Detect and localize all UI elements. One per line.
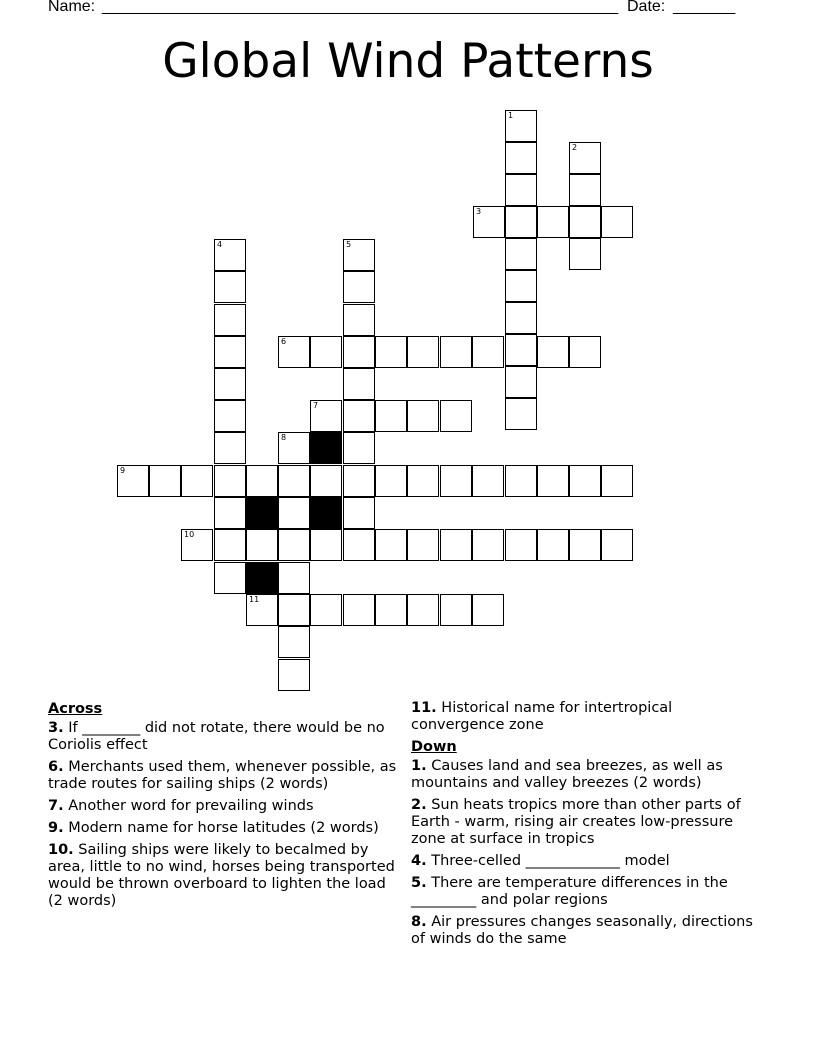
name-field[interactable]: __________________________________________________________ [102,0,619,15]
crossword-cell[interactable] [310,400,342,432]
crossword-cell[interactable] [505,465,537,497]
crossword-cell[interactable] [149,465,181,497]
crossword-cell[interactable] [310,465,342,497]
crossword-cell[interactable] [601,206,633,238]
clue-text: Sailing ships were likely to becalmed by area, little to no wind, horses being transported would be thrown overboard to lighten the load (2 words) [48,842,395,909]
crossword-cell[interactable] [343,465,375,497]
crossword-cell[interactable] [278,465,310,497]
clue-text: Modern name for horse latitudes (2 words) [68,820,379,836]
crossword-cell[interactable] [246,529,278,561]
crossword-cell[interactable] [472,465,504,497]
clue-number: 5. [411,875,427,891]
name-label: Name: [48,0,96,15]
clue-item [48,842,398,910]
clue-text: Another word for prevailing winds [68,798,314,814]
crossword-cell[interactable] [278,529,310,561]
crossword-cell[interactable] [343,400,375,432]
blocked-cell [310,432,342,464]
crossword-cell[interactable] [472,336,504,368]
crossword-cell[interactable] [440,465,472,497]
crossword-cell[interactable] [278,562,310,594]
date-field[interactable]: _______ [673,0,736,15]
clue-number: 8. [411,914,427,930]
crossword-cell[interactable] [214,465,246,497]
crossword-cell[interactable] [601,529,633,561]
clue-item [411,914,761,948]
crossword-cell[interactable] [343,239,375,271]
clue-number: 2. [411,797,427,813]
crossword-cell[interactable] [569,336,601,368]
clue-item [411,700,761,734]
clue-number: 4. [411,853,427,869]
crossword-cell[interactable] [505,529,537,561]
crossword-cell[interactable] [214,497,246,529]
crossword-cell[interactable] [181,465,213,497]
crossword-cell[interactable] [375,336,407,368]
clue-number: 2 [572,143,578,152]
crossword-cell[interactable] [278,594,310,626]
crossword-cell[interactable] [343,594,375,626]
crossword-cell[interactable] [473,206,505,238]
across-heading: Across [48,701,103,717]
crossword-cell[interactable] [375,529,407,561]
crossword-cell[interactable] [214,239,246,271]
crossword-cell[interactable] [472,529,504,561]
clue-number: 10 [184,530,195,539]
crossword-cell[interactable] [472,594,504,626]
crossword-cell[interactable] [537,336,569,368]
clue-item [48,759,398,793]
crossword-cell[interactable] [407,594,439,626]
crossword-cell[interactable] [505,366,537,398]
crossword-cell[interactable] [214,432,246,464]
crossword-cell[interactable] [214,562,246,594]
crossword-cell[interactable] [375,400,407,432]
crossword-cell[interactable] [440,529,472,561]
crossword-cell[interactable] [505,270,537,302]
crossword-cell[interactable] [278,336,310,368]
clue-text: Sun heats tropics more than other parts of Earth - warm, rising air creates low-pressure zone at surface in tropics [411,797,741,847]
clue-number: 9 [120,466,126,475]
crossword-cell[interactable] [407,529,439,561]
crossword-cell[interactable] [278,432,310,464]
crossword-cell[interactable] [375,465,407,497]
crossword-cell[interactable] [569,465,601,497]
blocked-cell [310,497,342,529]
crossword-cell[interactable] [569,174,601,206]
date-label: Date: [627,0,666,15]
clue-number: 11. [411,700,437,716]
clue-number: 5 [346,240,352,249]
clue-item [411,797,761,848]
down-heading: Down [411,739,457,755]
crossword-cell[interactable] [537,206,569,238]
crossword-cell[interactable] [505,334,537,366]
crossword-cell[interactable] [569,206,601,238]
clue-item [48,720,398,754]
crossword-cell[interactable] [214,271,246,303]
crossword-cell[interactable] [278,659,310,691]
crossword-cell[interactable] [310,529,342,561]
clue-number: 8 [281,433,287,442]
clue-number: 3. [48,720,64,736]
crossword-cell[interactable] [343,432,375,464]
clue-text: There are temperature differences in the _________ and polar regions [411,875,728,908]
clue-text: Causes land and sea breezes, as well as mountains and valley breezes (2 words) [411,758,723,791]
down-clues [411,700,761,953]
clue-number: 6. [48,759,64,775]
crossword-cell[interactable] [407,336,439,368]
crossword-cell[interactable] [278,497,310,529]
crossword-cell[interactable] [343,336,375,368]
crossword-cell[interactable] [440,336,472,368]
crossword-cell[interactable] [505,302,537,334]
crossword-cell[interactable] [181,529,213,561]
clue-number: 7 [313,401,319,410]
across-clues [48,700,398,915]
clue-text: If ________ did not rotate, there would be no Coriolis effect [48,720,385,753]
crossword-cell[interactable] [375,594,407,626]
clue-item [411,875,761,909]
clue-number: 3 [476,207,482,216]
clue-text: Merchants used them, whenever possible, as trade routes for sailing ships (2 words) [48,759,397,792]
crossword-cell[interactable] [505,110,537,142]
page-title: Global Wind Patterns [162,34,654,89]
clue-item [411,758,761,792]
clue-number: 6 [281,337,287,346]
crossword-cell[interactable] [505,174,537,206]
crossword-cell[interactable] [505,398,537,430]
clue-item [48,798,398,815]
crossword-cell[interactable] [343,271,375,303]
crossword-cell[interactable] [214,336,246,368]
crossword-cell[interactable] [246,465,278,497]
crossword-cell[interactable] [537,529,569,561]
crossword-cell[interactable] [537,465,569,497]
clue-item [411,853,761,870]
crossword-cell[interactable] [569,529,601,561]
clue-text: Three-celled _____________ model [431,853,670,869]
crossword-cell[interactable] [440,400,472,432]
crossword-cell[interactable] [569,238,601,270]
clue-number: 11 [249,595,260,604]
crossword-cell[interactable] [407,400,439,432]
crossword-cell[interactable] [505,142,537,174]
crossword-cell[interactable] [440,594,472,626]
clue-text: Historical name for intertropical convergence zone [411,700,673,733]
clue-text: Air pressures changes seasonally, directions of winds do the same [411,914,753,947]
crossword-cell[interactable] [214,304,246,336]
clue-number: 1. [411,758,427,774]
crossword-cell[interactable] [569,142,601,174]
crossword-cell[interactable] [214,400,246,432]
crossword-cell[interactable] [343,497,375,529]
crossword-cell[interactable] [407,465,439,497]
blocked-cell [246,562,278,594]
crossword-cell[interactable] [505,238,537,270]
crossword-cell[interactable] [310,336,342,368]
crossword-cell[interactable] [214,368,246,400]
crossword-cell[interactable] [343,368,375,400]
clue-number: 1 [508,111,514,120]
crossword-cell[interactable] [117,465,149,497]
clue-number: 7. [48,798,64,814]
clue-number: 10. [48,842,74,858]
clue-item [48,820,398,837]
crossword-cell[interactable] [278,626,310,658]
clue-number: 4 [217,240,223,249]
crossword-cell[interactable] [214,529,246,561]
crossword-cell[interactable] [310,594,342,626]
clue-number: 9. [48,820,64,836]
crossword-cell[interactable] [246,594,278,626]
crossword-cell[interactable] [343,529,375,561]
crossword-cell[interactable] [505,206,537,238]
crossword-cell[interactable] [343,304,375,336]
crossword-cell[interactable] [601,465,633,497]
blocked-cell [246,497,278,529]
